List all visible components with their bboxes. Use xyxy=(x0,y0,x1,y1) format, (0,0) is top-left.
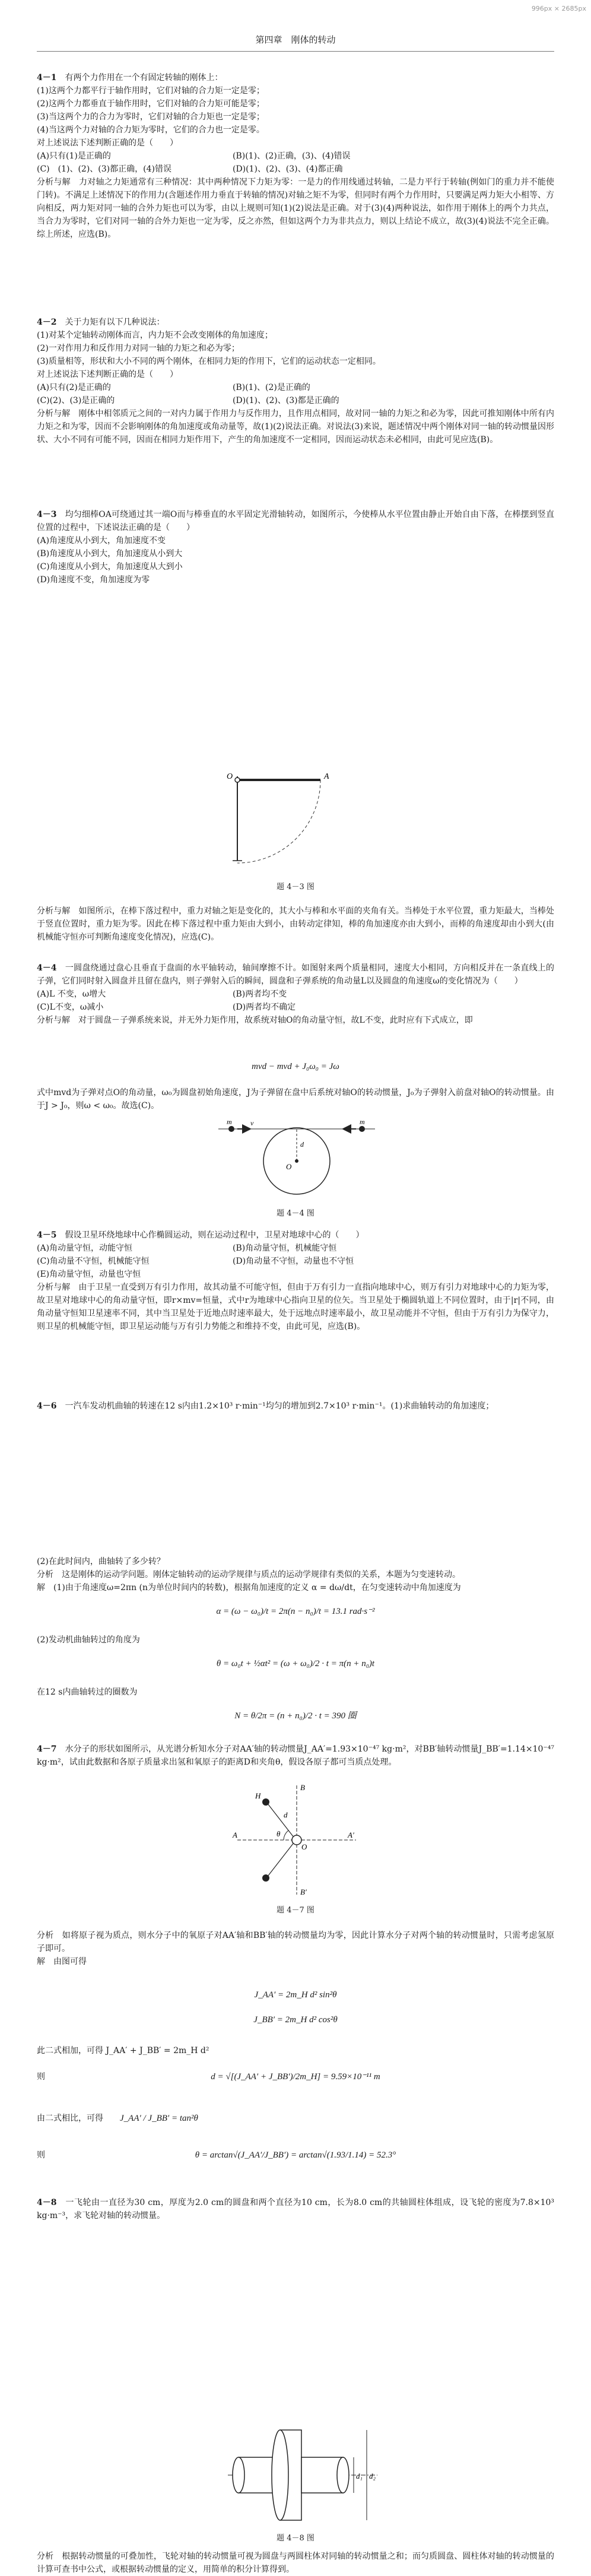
figure-4-8 xyxy=(225,2422,380,2529)
label-o: O xyxy=(286,1162,292,1171)
option-b: (B)两者均不变 xyxy=(233,989,287,999)
option-a: (A)L 不变，ω增大 xyxy=(37,989,106,999)
figure-4-4 xyxy=(214,1116,380,1205)
option-a: (A)角动量守恒，动能守恒 xyxy=(37,1243,133,1253)
formula-ratio: J_AA′ / J_BB′ = tan²θ xyxy=(120,2114,198,2123)
label-a-prime: A′ xyxy=(348,1831,354,1839)
analysis: 分析与解 刚体中相邻质元之间的一对内力属于作用力与反作用力，且作用点相同，故对同一轴的力矩之和必为零，因此可推知刚体中所有内力矩之和为零，因而不会影响刚体的角加速度或角动量等，故(1)(2)说法正确。对说法(3)来说，题述情况中两个刚体对同一轴的转动惯量因形状、大小不同有可能不同，因而在相同力矩作用下，产生的角加速度不一定相同，因而运动状态未必相同，由此可见应选(B)。 xyxy=(37,409,554,445)
question-number: 4－7 xyxy=(37,1744,57,1754)
question-4-2 xyxy=(37,316,554,446)
question-number: 4－4 xyxy=(37,963,57,973)
angle-arc xyxy=(284,1831,288,1840)
hydrogen-atom-lower xyxy=(262,1874,269,1882)
question-4-3 xyxy=(37,508,554,586)
question-4-4 xyxy=(37,962,554,1027)
question-4-8 xyxy=(37,2196,554,2222)
question-4-5 xyxy=(37,1229,554,1333)
figure-caption: 题 4－7 图 xyxy=(277,1906,314,1915)
option-c: (C)角速度从小到大，角加速度从大到小 xyxy=(37,562,183,572)
option-b: (B)角动量守恒，机械能守恒 xyxy=(233,1243,337,1253)
solution-label: 则 xyxy=(37,2072,45,2082)
question-number: 4－5 xyxy=(37,1230,57,1240)
statement: (3)当这两个力的合力为零时，它们对轴的合力矩也一定是零； xyxy=(37,112,265,122)
option-c: (C) (1)、(2)、(3)都正确，(4)错误 xyxy=(37,164,171,174)
formula-theta: θ = ω₀t + ½αt² = (ω + ω₀)/2 · t = π(n + n₀)t xyxy=(216,1659,375,1668)
option-c: (C)角动量不守恒，机械能守恒 xyxy=(37,1257,150,1266)
bond-lower xyxy=(268,1844,293,1876)
bullet-right xyxy=(359,1126,365,1132)
question-number: 4－2 xyxy=(37,318,57,327)
option-a: (A)只有(2)是正确的 xyxy=(37,383,111,392)
solution-part2 xyxy=(37,1633,554,1647)
question-stem: 关于力矩有以下几种说法： xyxy=(65,318,165,327)
option-d: (D)(1)、(2)、(3)、(4)都正确 xyxy=(233,164,343,174)
label-b: B xyxy=(300,1783,305,1792)
option-b: (B)角速度从小到大，角加速度从小到大 xyxy=(37,549,183,559)
statement: (1)这两个力都平行于轴作用时，它们对轴的合力矩一定是零； xyxy=(37,86,265,96)
statement: 对上述说法下述判断正确的是（ ） xyxy=(37,138,178,148)
analysis: 分析与解 由于卫星一直受到万有引力作用，故其动量不可能守恒，但由于万有引力一直指向地球中心，则万有引力对地球中心的力矩为零，故卫星对地球中心的角动量守恒，即r×mv=恒量，式中r为地球中心指向卫星的位矢。当卫星处于椭圆轨道上不同位置时，由于|r|不同，由角动量守恒知卫星速率不同，其中当卫星处于近地点时速率最大，处于远地点时速率最小，故卫星动能并不守恒，但由于万有引力为保守力，则卫星的机械能守恒，即卫星运动能与万有引力势能之和维持不变，由此可见，应选(B)。 xyxy=(37,1283,554,1331)
option-d: (D)(1)、(2)、(3)都是正确的 xyxy=(233,396,339,405)
statement: (3)质量相等，形状和大小不同的两个刚体，在相同力矩的作用下，它们的运动状态一定相同。 xyxy=(37,357,381,366)
question-number: 4－8 xyxy=(37,2198,57,2207)
figure-4-7 xyxy=(231,1781,362,1899)
label-d2: d₂ xyxy=(369,2472,376,2480)
page-size-label: 996px × 2685px xyxy=(531,5,586,12)
question-4-7 xyxy=(37,1743,554,1769)
question-4-1 xyxy=(37,71,554,241)
label-m-left: m xyxy=(227,1118,232,1126)
analysis: 分析 这是刚体的运动学问题。刚体定轴转动的运动学规律与质点的运动学规律有类似的关系，本题为匀变速转动。 xyxy=(37,1570,460,1579)
formula-jbb: J_BB′ = 2m_H d² cos²θ xyxy=(253,2015,338,2025)
formula-angular-momentum: mvd − mvd + J₀ω₀ = Jω xyxy=(252,1062,339,1071)
bullet-left xyxy=(228,1126,234,1132)
label-theta: θ xyxy=(277,1829,281,1838)
label-a: A xyxy=(233,1831,237,1839)
figure-caption: 题 4－3 图 xyxy=(277,883,314,892)
analysis: 式中mvd为子弹对点O的角动量，ω₀为圆盘初始角速度，J为子弹留在盘中后系统对轴O的转动惯量，J₀为子弹射入前盘对轴O的转动惯量。由于J > J₀，则ω < ω₀。故选(C)。 xyxy=(37,1088,554,1111)
question-stem: 一圆盘绕通过盘心且垂直于盘面的水平轴转动，轴间摩擦不计。如图射来两个质量相同，速度大小相同，方向相反并在一条直线上的子弹，它们同时射入圆盘并且留在盘内，则子弹射入后的瞬间，圆盘和子弹系统的角动量L以及圆盘的角速度ω的变化情况为（ ） xyxy=(37,963,555,986)
solution-label: 则 xyxy=(37,2150,45,2160)
statement: (2)一对作用力和反作用力对同一轴的力矩之和必为零； xyxy=(37,344,240,353)
figure-4-3 xyxy=(227,772,368,873)
label-o: O xyxy=(301,1842,307,1851)
analysis: 分析 如将原子视为质点，则水分子中的氧原子对AA′轴和BB′轴的转动惯量均为零，因此计算水分子对两个轴的转动惯量时，只需考虑氢原子即可。 xyxy=(37,1931,554,1953)
formula-d: d = √[(J_AA′ + J_BB′)/2m_H] = 9.59×10⁻¹¹ m xyxy=(211,2072,380,2082)
figure-caption: 题 4－4 图 xyxy=(277,1209,314,1218)
label-o: O xyxy=(227,772,233,781)
solution-step: (2)发动机曲轴转过的角度为 xyxy=(37,1635,140,1645)
analysis: 分析与解 对于圆盘－子弹系统来说，并无外力矩作用，故系统对轴O的角动量守恒，故L不变，此时应有下式成立，即 xyxy=(37,1016,473,1025)
option-c: (C)L不变，ω减小 xyxy=(37,1003,104,1012)
answer-4-4 xyxy=(37,1086,554,1112)
statement: (2)这两个力都垂直于轴作用时，它们对轴的合力矩可能是零； xyxy=(37,99,265,109)
question-stem-part2: (2)在此时间内，曲轴转了多少转？ xyxy=(37,1557,165,1566)
hydrogen-atom-upper xyxy=(262,1798,269,1806)
solution-step: 解 (1)由于角速度ω=2πn (n为单位时间内的转数)，根据角加速度的定义 α = dω/dt，在匀变速转动中角加速度为 xyxy=(37,1583,461,1592)
option-d: (D)两者均不确定 xyxy=(233,1003,296,1012)
question-number: 4－1 xyxy=(37,73,57,83)
formula-turns: N = θ/2π = (n + n₀)/2 · t = 390 圈 xyxy=(234,1711,357,1721)
option-b: (B)(1)、(2)正确，(3)、(4)错误 xyxy=(233,151,351,161)
figure-caption: 题 4－8 图 xyxy=(277,2534,314,2543)
label-h: H xyxy=(255,1791,261,1800)
chapter-title: 第四章 刚体的转动 xyxy=(255,34,336,45)
option-c: (C)(2)、(3)是正确的 xyxy=(37,396,115,405)
option-d: (D)角速度不变，角加速度为零 xyxy=(37,575,150,585)
option-b: (B)(1)、(2)是正确的 xyxy=(233,383,310,392)
question-stem: 一汽车发动机曲轴的转速在12 s内由1.2×10³ r·min⁻¹均匀的增加到2.7×10³ r·min⁻¹。(1)求曲轴转动的角加速度； xyxy=(65,1401,494,1411)
question-4-6 xyxy=(37,1400,554,1413)
swing-arc xyxy=(237,780,320,863)
solution-part4 xyxy=(37,2112,554,2125)
question-number: 4－6 xyxy=(37,1401,57,1411)
solution-step: 此二式相加，可得 J_AA′ + J_BB′ = 2m_H d² xyxy=(37,2046,209,2055)
question-stem: 有两个力作用在一个有固定转轴的刚体上： xyxy=(65,73,223,83)
answer-4-6 xyxy=(37,1555,554,1594)
solution-part2 xyxy=(37,2044,554,2057)
analysis: 分析与解 力对轴之力矩通常有三种情况：其中两种情况下力矩为零：一是力的作用线通过转轴，二是力平行于转轴(例如门的重力并不能使门转)。不满足上述情况下的作用力(含题述作用力垂直于转轴的情况)对轴之矩不为零，但同时有两个力作用时，只要满足两力矩大小相等、方向相反，两力矩对同一轴的合外力矩也可以为零，由以上规则可知(1)(2)说法是正确。对于(3)(4)两种说法，如作用于刚体上的两个力共点，当合力为零时，它们对同一轴的合外力矩也一定为零，反之亦然，但如这两个力为非共点力，则以上结论不成立，故(3)(4)说法不完全正确。综上所述，应选(B)。 xyxy=(37,177,554,239)
answer-4-8 xyxy=(37,2550,554,2576)
option-a: (A)角速度从小到大，角加速度不变 xyxy=(37,536,166,545)
label-v: v xyxy=(250,1119,254,1127)
statement: 对上述说法下述判断正确的是（ ） xyxy=(37,370,178,379)
solution-step: 在12 s内曲轴转过的圈数为 xyxy=(37,1687,138,1697)
statement: (4)当这两个力对轴的合力矩为零时，它们的合力也一定是零。 xyxy=(37,125,265,135)
solution-step: 由二式相比，可得 xyxy=(37,2114,103,2123)
answer-4-3 xyxy=(37,905,554,944)
label-d: d xyxy=(300,1140,304,1149)
header-rule xyxy=(37,51,554,52)
option-e: (E)角动量守恒，动量也守恒 xyxy=(37,1270,141,1279)
formula-theta-result: θ = arctan√(J_AA′/J_BB′) = arctan√(1.93/1.14) = 52.3° xyxy=(195,2150,396,2160)
question-stem: 水分子的形状如图所示，从光谱分析知水分子对AA′轴的转动惯量J_AA′=1.93×10⁻⁴⁷ kg·m²，对BB′轴转动惯量J_BB′=1.14×10⁻⁴⁷ kg·m²，试由此数据和各原子质量求出氢和氧原子的距离D和夹角θ，假设各原子都可当质点处理。 xyxy=(37,1744,555,1767)
analysis: 分析 根据转动惯量的可叠加性，飞轮对轴的转动惯量可视为圆盘与两圆柱体对同轴的转动惯量之和；而匀质圆盘、圆柱体对轴的转动惯量的计算可查书中公式，或根据转动惯量的定义，用简单的积分计算得到。 xyxy=(37,2552,554,2574)
question-stem: 一飞轮由一直径为30 cm，厚度为2.0 cm的圆盘和两个直径为10 cm，长为8.0 cm的共轴圆柱体组成，设飞轮的密度为7.8×10³ kg·m⁻³，求飞轮对轴的转动惯量。 xyxy=(37,2198,555,2220)
pivot-point xyxy=(235,778,240,782)
question-stem: 均匀细棒OA可绕通过其一端O而与棒垂直的水平固定光滑轴转动，如图所示，今使棒从水平位置由静止开始自由下落，在棒摆到竖直位置的过程中，下述说法正确的是（ ） xyxy=(37,510,555,532)
formula-alpha: α = (ω − ω₀)/t = 2π(n − n₀)/t = 13.1 rad·s⁻² xyxy=(216,1607,375,1616)
answer-4-7 xyxy=(37,1929,554,1968)
statement: (1)对某个定轴转动刚体而言，内力矩不会改变刚体的角加速度； xyxy=(37,331,273,340)
label-m-right: m xyxy=(360,1118,365,1126)
option-d: (D)角动量不守恒，动量也不守恒 xyxy=(233,1257,354,1266)
formula-jaa: J_AA′ = 2m_H d² sin²θ xyxy=(254,1990,337,2000)
label-a: A xyxy=(324,772,329,781)
oxygen-atom xyxy=(292,1835,301,1845)
solution-part3 xyxy=(37,1686,554,1699)
analysis: 分析与解 如图所示，在棒下落过程中，重力对轴之矩是变化的，其大小与棒和水平面的夹角有关。当棒处于水平位置，重力矩最大，当棒处于竖直位置时，重力矩为零。因此在棒下落过程中重力矩由大到小，由转动定律知，棒的角加速度亦由大到小，而棒的角速度却由小到大(由机械能守恒亦可判断角速度变化情况)，应选(C)。 xyxy=(37,906,554,942)
label-d1: d₁ xyxy=(356,2472,363,2480)
option-a: (A)只有(1)是正确的 xyxy=(37,151,111,161)
question-stem: 假设卫星环绕地球中心作椭圆运动，则在运动过程中，卫星对地球中心的（ ） xyxy=(65,1230,364,1240)
bond-upper xyxy=(268,1804,293,1836)
question-number: 4－3 xyxy=(37,510,57,519)
solution-step: 解 由图可得 xyxy=(37,1957,87,1966)
label-b-prime: B′ xyxy=(300,1887,307,1896)
label-d: d xyxy=(284,1810,288,1819)
